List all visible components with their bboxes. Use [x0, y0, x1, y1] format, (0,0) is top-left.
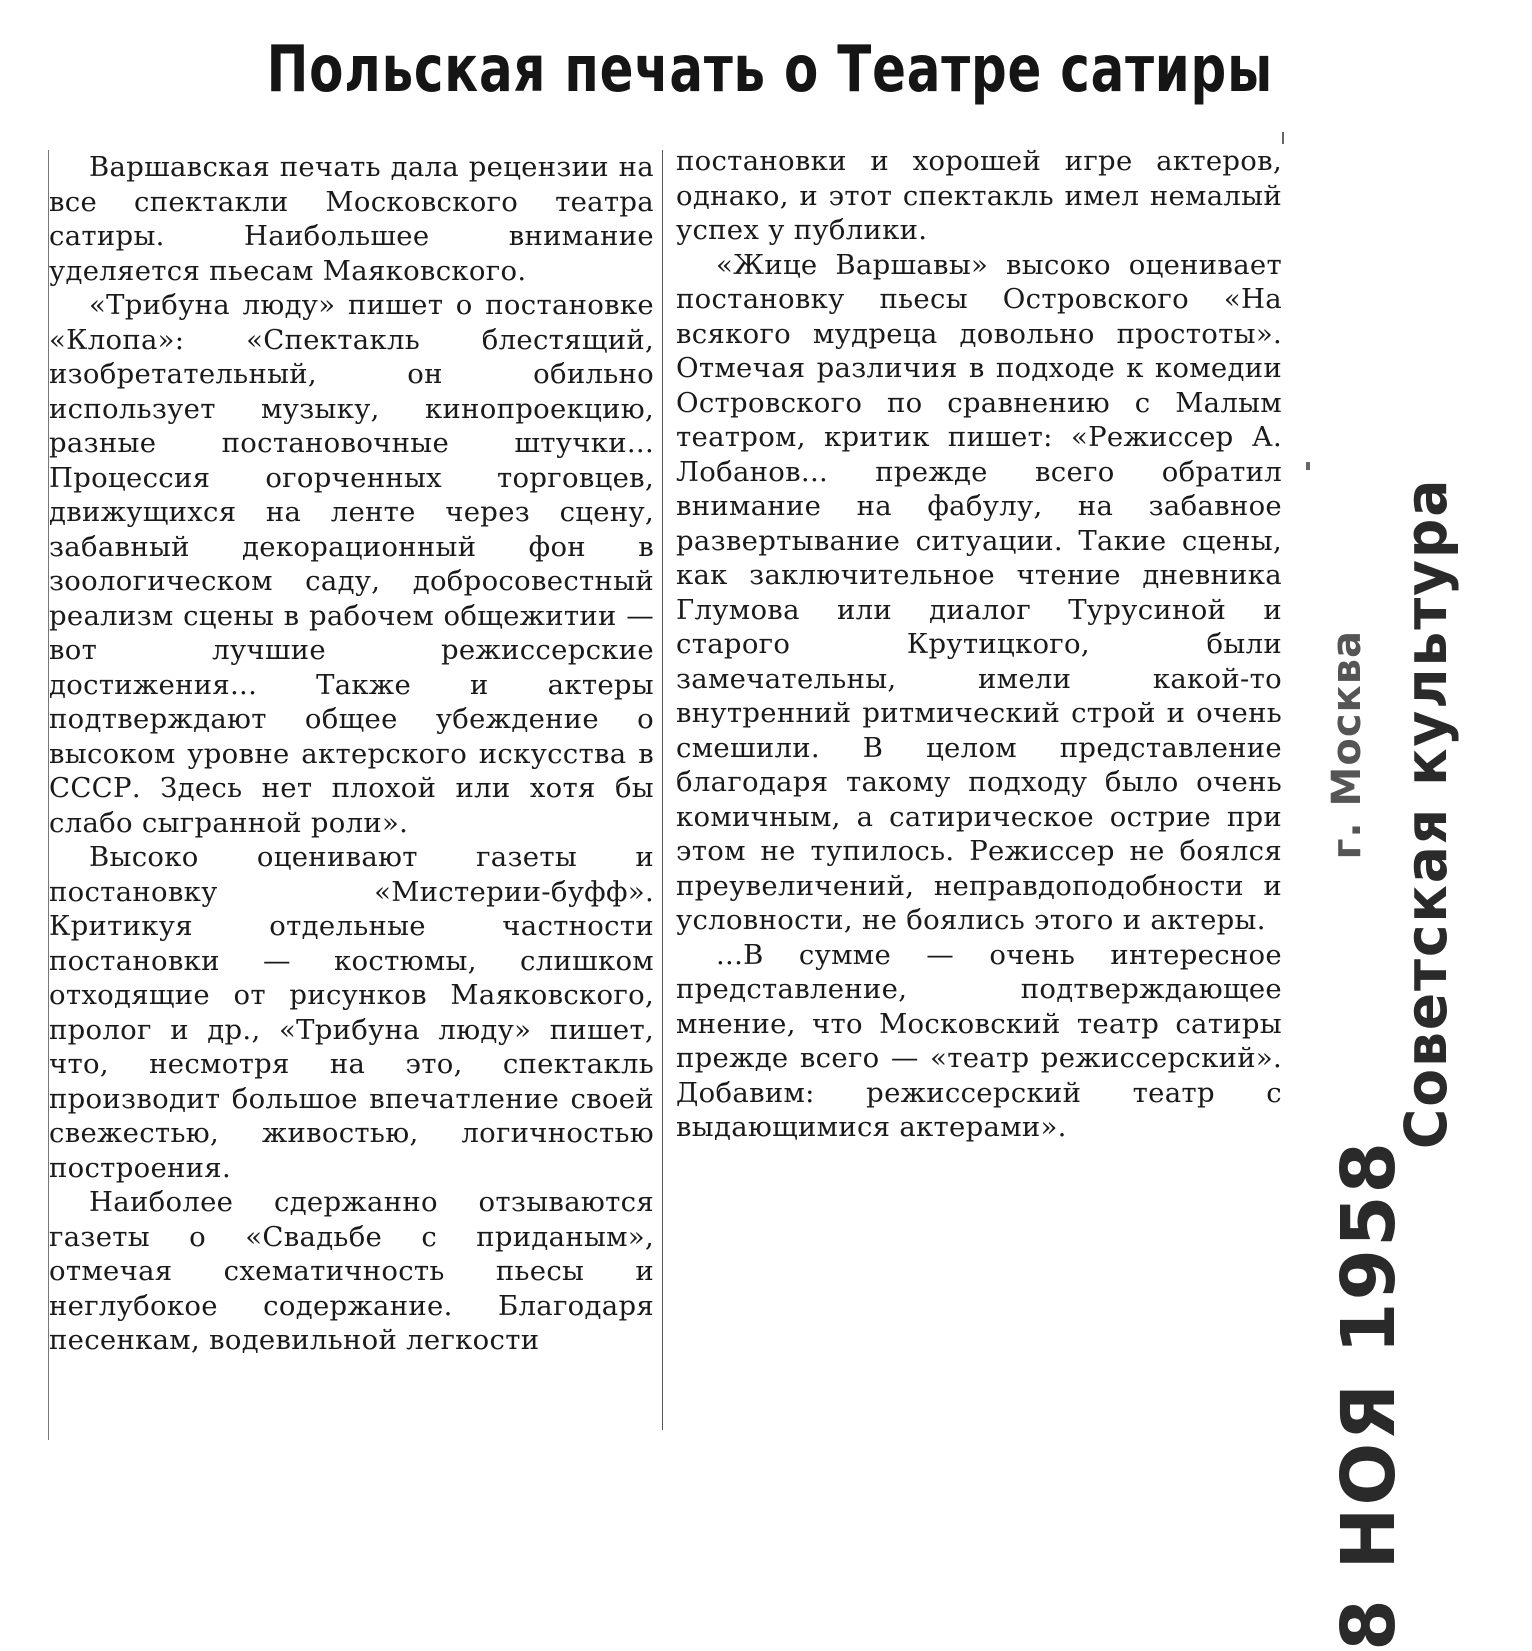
paragraph-continuation: постановки и хорошей игре актеров, однако, и этот спектакль имел немалый успех у публики.: [676, 145, 1282, 246]
paragraph-svadba-review: Наиболее сдержанно отзываются газеты о «Свадьбе с приданым», отмечая схематичность пьесы и неглубокое содержание. Благодаря песенкам, водевильной легкости: [49, 1186, 654, 1356]
article-headline: Польская печать о Театре сатиры: [266, 33, 1273, 107]
right-column: [676, 144, 1282, 1294]
paragraph-intro: Варшавская печать дала рецензии на все спектакли Московского театра сатиры. Наибольшее внимание уделяется пьесам Маяковского.: [49, 151, 654, 287]
print-speck: [1282, 132, 1284, 144]
left-column: [48, 150, 660, 1440]
paragraph-misteriya-buff-review: Высоко оценивают газеты и постановку «Мистерии-буфф». Критикуя отдельные частности постановки — костюмы, слишком отходящие от рисунков Маяковского, пролог и др., «Трибуна люду» пишет, что, несмотря на это, спектакль производит большое впечатление своей свежестью, живостью, логичностью построения.: [49, 841, 654, 1184]
stamp-city: г. Москва: [1324, 630, 1370, 860]
paragraph-ostrovsky-review: «Жице Варшавы» высоко оценивает постановку пьесы Островского «На всякого мудреца довольно простоты». Отмечая различия в подходе к комедии Островского по сравнению с Малым театром, критик пишет: «Режиссер А. Лобанов... прежде всего обратил внимание на фабулу, на забавное развертывание ситуации. Такие сцены, как заключительное чтение дневника Глумова или диалог Турусиной и старого Крутицкого, были замечательны, имели какой-то внутренний ритмический строй и очень смешили. В целом представление благодаря такому подходу было очень комичным, а сатирическое острие при этом не тупилось. Режиссер не боялся преувеличений, неправдоподобности и условности, не боялись этого и актеры.: [676, 248, 1282, 936]
column-divider: [662, 150, 663, 1430]
stamp-newspaper-name: Советская культура: [1392, 477, 1460, 1150]
print-speck: [1306, 462, 1310, 470]
paragraph-summary: ...В сумме — очень интересное представление, подтверждающее мнение, что Московский театр сатиры прежде всего — «театр режиссерский». Добавим: режиссерский театр с выдающимися актерами».: [676, 938, 1282, 1143]
source-stamp: [1300, 440, 1460, 1651]
paragraph-klop-review: «Трибуна люду» пишет о постановке «Клопа»: «Спектакль блестящий, изобретательный, он обильно использует музыку, кинопроекцию, разные постановочные штучки... Процессия огорченных торговцев, движущихся на ленте через сцену, забавный декорационный фон в зоологическом саду, добросовестный реализм сцены в рабочем общежитии — вот лучшие режиссерские достижения... Также и актеры подтверждают общее убеждение о высоком уровне актерского искусства в СССР. Здесь нет плохой или хотя бы слабо сыгранной роли».: [49, 289, 654, 839]
stamp-date: 8 НОЯ 1958: [1326, 1140, 1412, 1651]
